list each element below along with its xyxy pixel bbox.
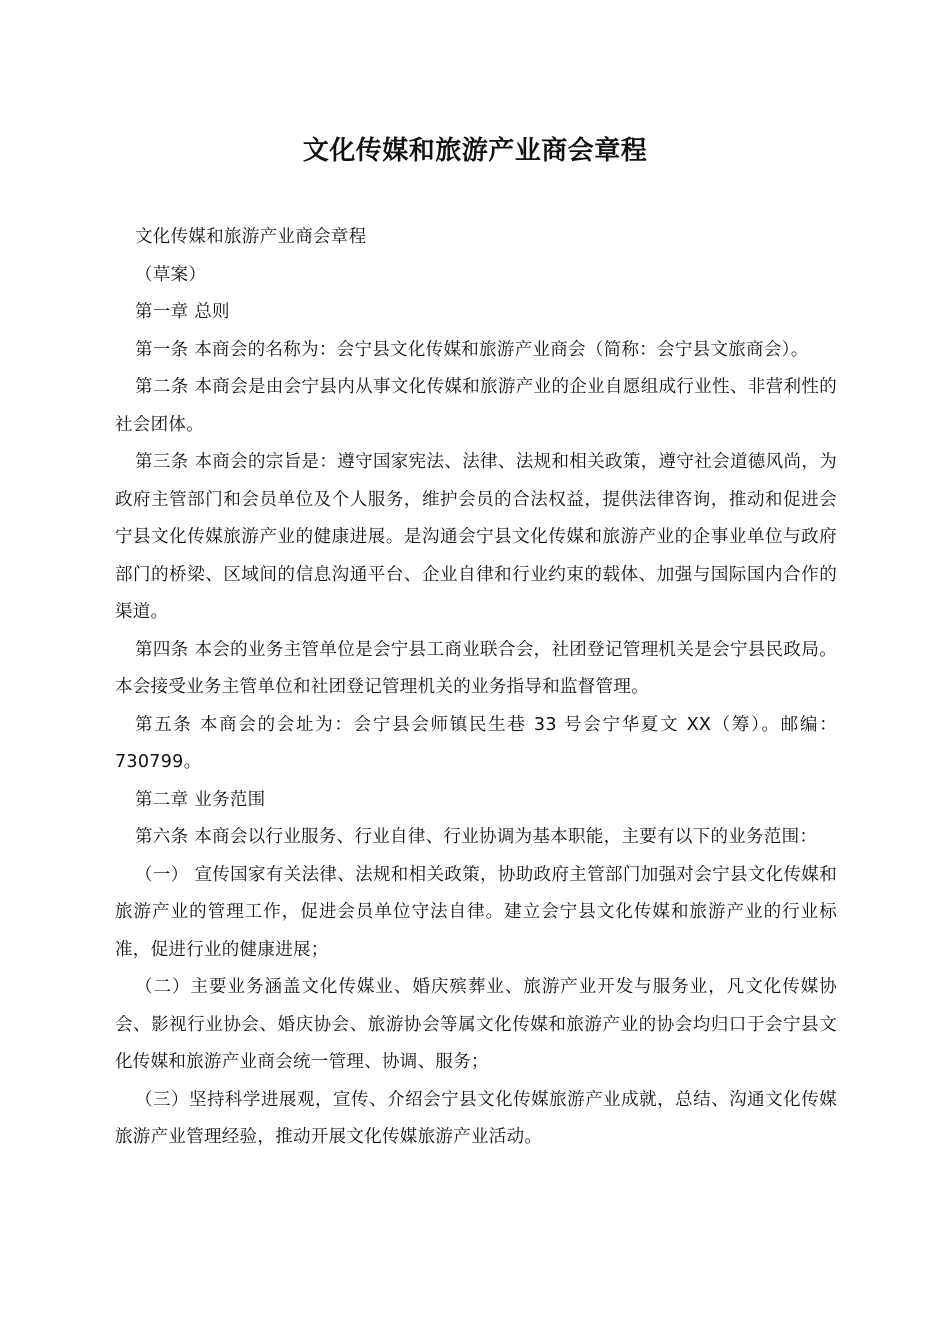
scope-item-1: （一） 宣传国家有关法律、法规和相关政策，协助政府主管部门加强对会宁县文化传媒和旅游产业的管理工作，促进会员单位守法自律。建立会宁县文化传媒和旅游产业的行业标准，促进行业的健康进展； bbox=[115, 864, 837, 960]
article-5: 第五条 本商会的会址为：会宁县会师镇民生巷 33 号会宁华夏文 XX（筹）。邮编：730799。 bbox=[115, 714, 837, 772]
chapter-heading-2: 第二章 业务范围 bbox=[135, 789, 266, 810]
article-3: 第三条 本商会的宗旨是：遵守国家宪法、法律、法规和相关政策，遵守社会道德风尚，为政府主管部门和会员单位及个人服务，维护会员的合法权益，提供法律咨询，推动和促进会宁县文化传媒旅游产业的健康进展。是沟通会宁县文化传媒和旅游产业的企事业单位与政府部门的桥梁、区域间的信息沟通平台、企业自律和行业约束的载体、加强与国际国内合作的渠道。 bbox=[115, 452, 837, 622]
document-body bbox=[115, 219, 837, 1157]
article-6: 第六条 本商会以行业服务、行业自律、行业协调为基本职能，主要有以下的业务范围： bbox=[135, 827, 818, 847]
scope-item-2: （二）主要业务涵盖文化传媒业、婚庆殡葬业、旅游产业开发与服务业，凡文化传媒协会、影视行业协会、婚庆协会、旅游协会等属文化传媒和旅游产业的协会均归口于会宁县文化传媒和旅游产业商会统一管理、协调、服务； bbox=[115, 977, 837, 1072]
article-1: 第一条 本商会的名称为：会宁县文化传媒和旅游产业商会（简称：会宁县文旅商会）。 bbox=[135, 339, 809, 360]
chapter-heading-1: 第一章 总则 bbox=[135, 302, 230, 322]
article-2: 第二条 本商会是由会宁县内从事文化传媒和旅游产业的企业自愿组成行业性、非营利性的社会团体。 bbox=[115, 377, 837, 435]
document-title: 文化传媒和旅游产业商会章程 bbox=[302, 136, 648, 166]
paragraph-draft-note: （草案） bbox=[135, 264, 207, 285]
article-4: 第四条 本会的业务主管单位是会宁县工商业联合会，社团登记管理机关是会宁县民政局。本会接受业务主管单位和社团登记管理机关的业务指导和监督管理。 bbox=[115, 639, 837, 697]
scope-item-3: （三）坚持科学进展观，宣传、介绍会宁县文化传媒旅游产业成就，总结、沟通文化传媒旅游产业管理经验，推动开展文化传媒旅游产业活动。 bbox=[115, 1089, 837, 1147]
paragraph-subtitle: 文化传媒和旅游产业商会章程 bbox=[135, 227, 367, 247]
